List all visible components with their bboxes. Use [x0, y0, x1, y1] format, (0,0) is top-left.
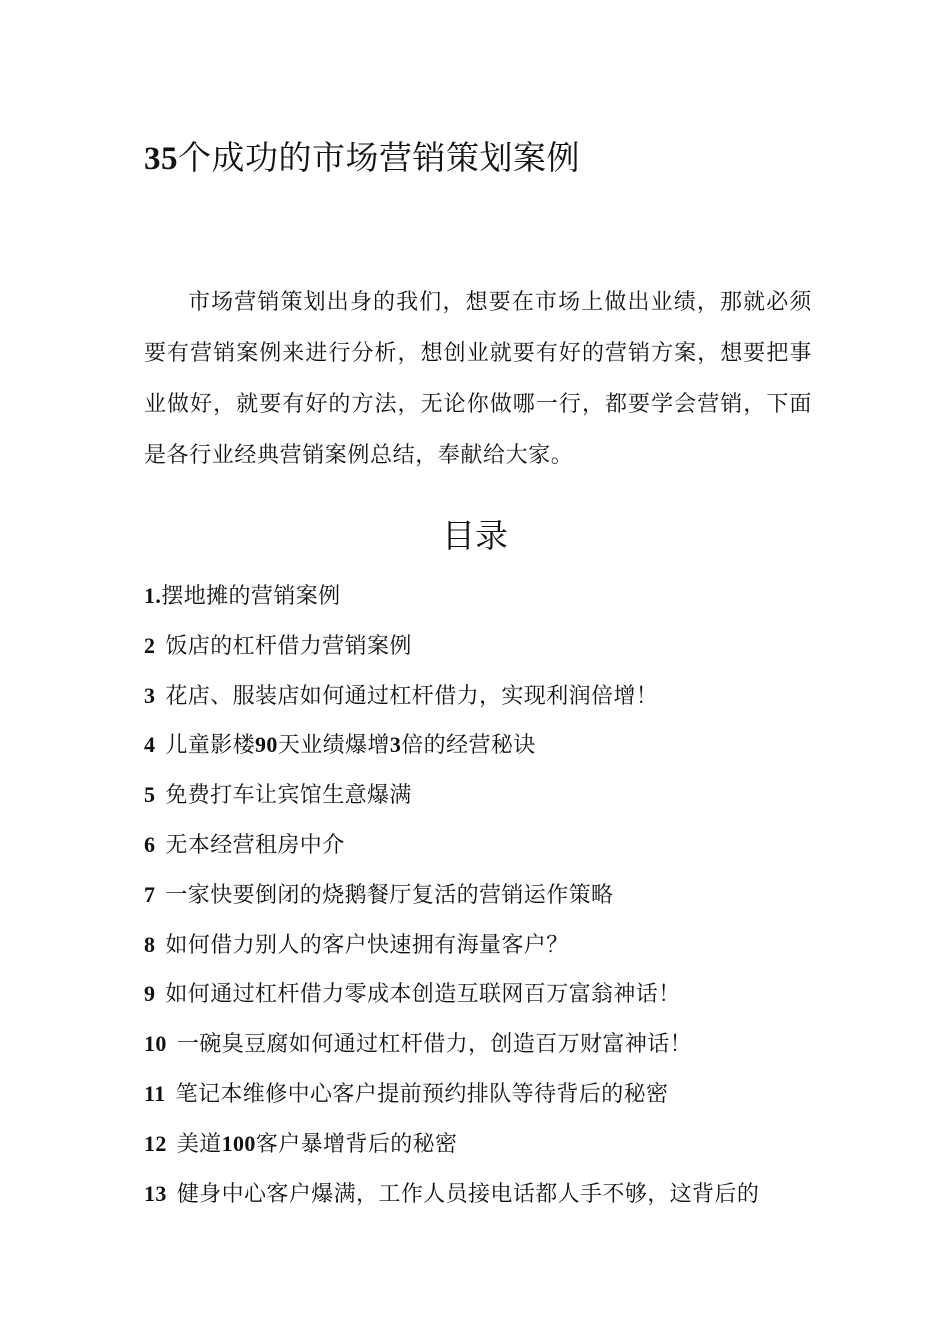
toc-item-text: 健身中心客户爆满，工作人员接电话都人手不够，这背后的: [176, 1181, 760, 1207]
toc-item: [144, 1122, 812, 1172]
toc-item-text: 天业绩爆增: [277, 733, 390, 759]
toc-item: [144, 574, 812, 624]
toc-item-figure: 3: [389, 732, 402, 758]
toc-item: [144, 923, 812, 973]
toc-item-text: 免费打车让宾馆生意爆满: [165, 783, 412, 809]
toc-heading: 目录: [442, 516, 508, 555]
title-text: 个成功的市场营销策划案例: [178, 138, 580, 177]
document-title: [144, 136, 580, 181]
toc-item-number: 6: [144, 831, 156, 857]
toc-item-number: 11: [144, 1080, 166, 1106]
toc-item-number: 2: [144, 632, 156, 658]
toc-item-number: 5: [144, 782, 156, 808]
toc-item-number: 8: [144, 931, 156, 957]
intro-paragraph: 市场营销策划出身的我们，想要在市场上做出业绩，那就必须要有营销案例来进行分析，想创业就要有好的营销方案，想要把事业做好，就要有好的方法，无论你做哪一行，都要学会营销，下面是各行业经典营销案例总结，奉献给大家。: [144, 290, 812, 468]
toc-item: [144, 1172, 812, 1222]
title-number: 35: [144, 141, 178, 177]
toc-item-number: 12: [144, 1130, 167, 1156]
table-of-contents: [144, 574, 812, 1221]
toc-item: [144, 674, 812, 724]
toc-item: [144, 773, 812, 823]
toc-item-number: 3: [144, 682, 156, 708]
toc-item-text: 花店、服装店如何通过杠杆借力，实现利润倍增！: [165, 683, 659, 709]
toc-item-text: 倍的经营秘诀: [401, 733, 536, 759]
toc-item-figure: 100: [221, 1130, 256, 1156]
toc-item-number: 7: [144, 881, 156, 907]
toc-item-text: 美道: [176, 1131, 222, 1157]
toc-item: [144, 723, 812, 773]
toc-item-number: 13: [144, 1180, 167, 1206]
toc-item: [144, 624, 812, 674]
toc-item-text: 儿童影楼: [165, 733, 256, 759]
toc-item-text: 笔记本维修中心客户提前预约排队等待背后的秘密: [175, 1081, 669, 1107]
toc-item: [144, 823, 812, 873]
toc-item: [144, 873, 812, 923]
toc-item-text: 如何借力别人的客户快速拥有海量客户？: [165, 932, 569, 958]
toc-item-text: 饭店的杠杆借力营销案例: [165, 633, 412, 659]
toc-item-number: 1.: [144, 583, 162, 608]
toc-item-number: 9: [144, 981, 156, 1007]
toc-item: [144, 1072, 812, 1122]
toc-item-text: 如何通过杠杆借力零成本创造互联网百万富翁神话！: [165, 982, 681, 1008]
toc-item-figure: 90: [255, 732, 278, 758]
toc-item-text: 一家快要倒闭的烧鹅餐厅复活的营销运作策略: [165, 882, 614, 908]
toc-item-text: 无本经营租房中介: [165, 832, 345, 858]
toc-item-text: 摆地摊的营销案例: [161, 584, 341, 609]
toc-item-number: 4: [144, 732, 156, 758]
toc-item-text: 客户暴增背后的秘密: [255, 1131, 458, 1157]
toc-item: [144, 972, 812, 1022]
toc-item: [144, 1022, 812, 1072]
toc-item-text: 一碗臭豆腐如何通过杠杆借力，创造百万财富神话！: [176, 1032, 693, 1058]
toc-item-number: 10: [144, 1031, 167, 1057]
